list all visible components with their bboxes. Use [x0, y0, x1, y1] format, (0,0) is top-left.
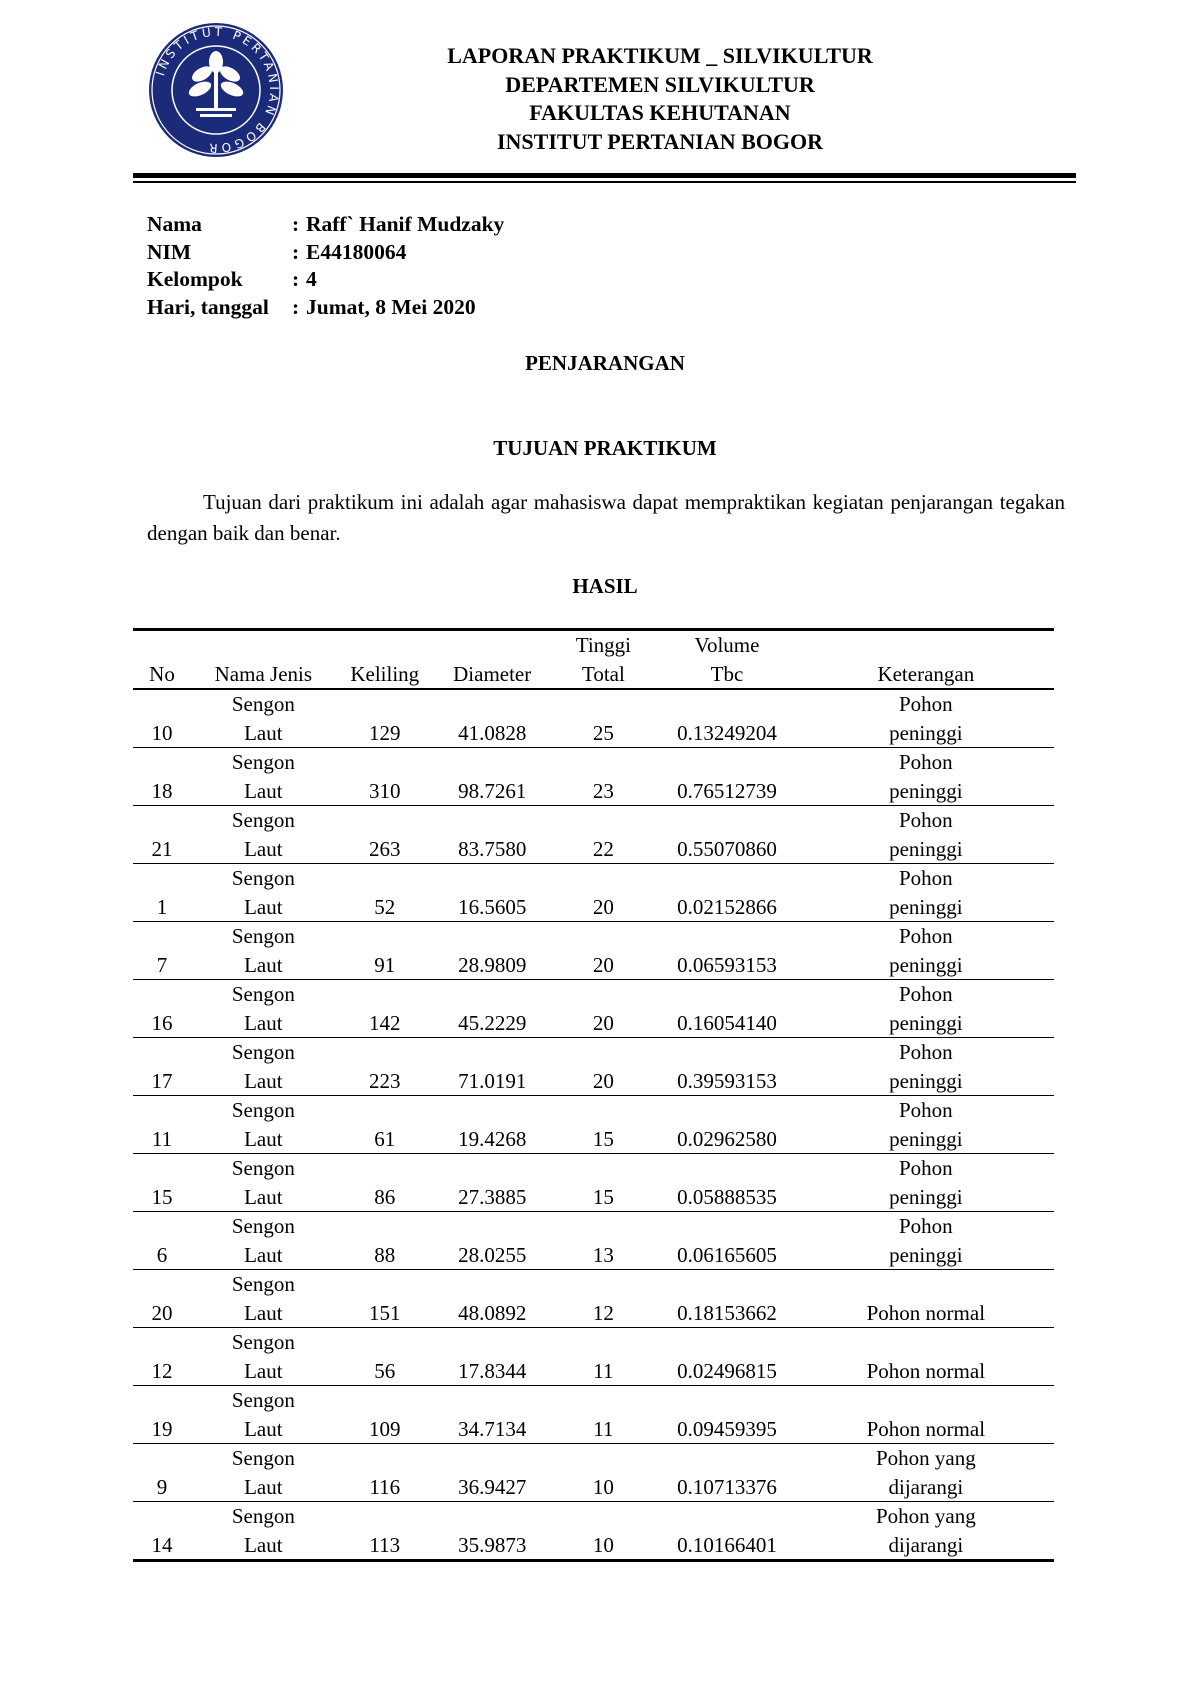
hasil-table [133, 628, 1054, 1562]
cell-tinggi-total: 25 [592, 720, 614, 745]
cell-keliling: 52 [374, 894, 396, 919]
cell-diameter: 48.0892 [458, 1300, 527, 1325]
cell-diameter: 28.9809 [458, 952, 527, 977]
cell-diameter: 34.7134 [458, 1416, 527, 1441]
cell-volume-tbc: 0.02496815 [677, 1358, 777, 1383]
cell-tinggi-total: 10 [592, 1474, 614, 1499]
cell-diameter: 71.0191 [458, 1068, 527, 1093]
col-header-nama-jenis: Nama Jenis [214, 661, 313, 686]
table-row [133, 864, 1054, 922]
cell-keliling: 116 [369, 1474, 401, 1499]
col-header-keliling: Keliling [350, 661, 420, 686]
cell-no: 1 [156, 894, 168, 919]
table-row [133, 748, 1054, 806]
table-row [133, 689, 1054, 748]
cell-tinggi-total: 15 [592, 1184, 614, 1209]
cell-nama-jenis: Sengon Laut [231, 1446, 295, 1499]
cell-tinggi-total: 20 [592, 1010, 614, 1035]
identity-separator: : [292, 267, 300, 291]
cell-keliling: 109 [369, 1416, 401, 1441]
cell-keterangan: Pohon peninggi [889, 750, 963, 803]
cell-tinggi-total: 11 [593, 1358, 614, 1383]
cell-no: 17 [151, 1068, 173, 1093]
letterhead-line-4: INSTITUT PERTANIAN BOGOR [496, 128, 824, 154]
cell-tinggi-total: 12 [592, 1300, 614, 1325]
cell-volume-tbc: 0.06593153 [677, 952, 777, 977]
cell-nama-jenis: Sengon Laut [231, 866, 295, 919]
identity-row-nama [147, 211, 504, 239]
cell-nama-jenis: Sengon Laut [231, 808, 295, 861]
identity-label: NIM [147, 239, 192, 264]
cell-nama-jenis: Sengon Laut [231, 750, 295, 803]
table-row [133, 1502, 1054, 1561]
table-row [133, 1096, 1054, 1154]
cell-nama-jenis: Sengon Laut [231, 924, 295, 977]
cell-diameter: 83.7580 [458, 836, 527, 861]
cell-no: 15 [151, 1184, 173, 1209]
cell-diameter: 41.0828 [458, 720, 527, 745]
cell-no: 10 [151, 720, 173, 745]
letterhead [380, 42, 940, 156]
cell-keliling: 151 [369, 1300, 401, 1325]
cell-tinggi-total: 20 [592, 952, 614, 977]
cell-keliling: 61 [374, 1126, 396, 1151]
cell-volume-tbc: 0.05888535 [677, 1184, 777, 1209]
cell-keterangan: Pohon peninggi [889, 982, 963, 1035]
cell-keliling: 86 [374, 1184, 396, 1209]
logo-ring-text: INSTITUT PERTANIAN BOGOR [153, 24, 282, 156]
table-row [133, 1444, 1054, 1502]
table-row [133, 922, 1054, 980]
cell-no: 16 [151, 1010, 173, 1035]
identity-value: Raff` Hanif Mudzaky [306, 212, 505, 236]
cell-diameter: 98.7261 [458, 778, 527, 803]
ipb-logo-icon [148, 22, 284, 158]
cell-keliling: 91 [374, 952, 396, 977]
header-rule-thick [133, 173, 1076, 178]
identity-separator: : [292, 212, 300, 236]
cell-diameter: 19.4268 [458, 1126, 527, 1151]
cell-nama-jenis: Sengon Laut [231, 1330, 295, 1383]
tujuan-paragraph: Tujuan dari praktikum ini adalah agar mahasiswa dapat mempraktikan kegiatan penjarangan tegakan dengan baik dan benar. [147, 490, 1065, 545]
cell-diameter: 36.9427 [458, 1474, 527, 1499]
letterhead-line-2: DEPARTEMEN SILVIKULTUR [505, 71, 815, 97]
hasil-heading: HASIL [572, 574, 638, 598]
cell-no: 6 [156, 1242, 168, 1267]
cell-volume-tbc: 0.55070860 [677, 836, 777, 861]
cell-no: 11 [151, 1126, 173, 1151]
identity-row-kelompok [147, 266, 504, 294]
cell-volume-tbc: 0.02152866 [677, 894, 777, 919]
cell-keliling: 129 [369, 720, 401, 745]
letterhead-line-1: LAPORAN PRAKTIKUM _ SILVIKULTUR [447, 43, 873, 68]
cell-volume-tbc: 0.10166401 [677, 1532, 777, 1557]
cell-tinggi-total: 20 [592, 894, 614, 919]
identity-value: 4 [306, 267, 317, 291]
table-row [133, 1328, 1054, 1386]
cell-keterangan: Pohon peninggi [889, 866, 963, 919]
cell-tinggi-total: 13 [592, 1242, 614, 1267]
cell-keliling: 56 [374, 1358, 396, 1383]
cell-no: 19 [151, 1416, 173, 1441]
identity-block [147, 211, 504, 321]
identity-label: Nama [147, 212, 202, 236]
col-header-no: No [149, 661, 175, 686]
identity-label: Hari, tanggal [147, 294, 269, 319]
table-row [133, 1270, 1054, 1328]
cell-volume-tbc: 0.39593153 [677, 1068, 777, 1093]
cell-nama-jenis: Sengon Laut [231, 1214, 295, 1267]
cell-tinggi-total: 23 [592, 778, 614, 803]
table-row [133, 1154, 1054, 1212]
col-header-volume-tbc: Volume Tbc [694, 633, 760, 686]
cell-keliling: 142 [369, 1010, 401, 1035]
identity-separator: : [292, 239, 300, 264]
cell-tinggi-total: 22 [592, 836, 614, 861]
cell-keterangan: Pohon normal [866, 1300, 986, 1325]
cell-tinggi-total: 15 [592, 1126, 614, 1151]
cell-no: 9 [156, 1474, 168, 1499]
cell-nama-jenis: Sengon Laut [231, 1272, 295, 1325]
table-row [133, 1212, 1054, 1270]
cell-nama-jenis: Sengon Laut [231, 1504, 295, 1557]
cell-keterangan: Pohon peninggi [889, 1156, 963, 1209]
cell-volume-tbc: 0.06165605 [677, 1242, 777, 1267]
identity-row-nim [147, 239, 504, 267]
cell-keliling: 88 [374, 1242, 396, 1267]
col-header-keterangan: Keterangan [877, 661, 975, 686]
cell-keliling: 310 [369, 778, 401, 803]
cell-volume-tbc: 0.18153662 [677, 1300, 777, 1325]
cell-keterangan: Pohon normal [866, 1358, 986, 1383]
cell-volume-tbc: 0.16054140 [677, 1010, 777, 1035]
identity-row-tanggal [147, 294, 504, 322]
cell-keterangan: Pohon peninggi [889, 1098, 963, 1151]
cell-volume-tbc: 0.09459395 [677, 1416, 777, 1441]
table-row [133, 806, 1054, 864]
cell-volume-tbc: 0.02962580 [677, 1126, 777, 1151]
cell-tinggi-total: 20 [592, 1068, 614, 1093]
tujuan-heading: TUJUAN PRAKTIKUM [493, 436, 717, 460]
letterhead-line-3: FAKULTAS KEHUTANAN [529, 100, 791, 125]
cell-keterangan: Pohon yang dijarangi [875, 1504, 976, 1557]
cell-no: 21 [151, 836, 173, 861]
identity-value: E44180064 [306, 239, 407, 264]
cell-nama-jenis: Sengon Laut [231, 692, 295, 745]
cell-no: 18 [151, 778, 173, 803]
cell-diameter: 28.0255 [458, 1242, 527, 1267]
cell-keterangan: Pohon peninggi [889, 924, 963, 977]
cell-diameter: 45.2229 [458, 1010, 527, 1035]
cell-nama-jenis: Sengon Laut [231, 1040, 295, 1093]
cell-no: 12 [151, 1358, 173, 1383]
table-header-row [133, 630, 1054, 690]
table-row [133, 1038, 1054, 1096]
cell-tinggi-total: 11 [593, 1416, 614, 1441]
identity-separator: : [292, 294, 300, 319]
cell-keterangan: Pohon yang dijarangi [875, 1446, 976, 1499]
col-header-tinggi-total: Tinggi Total [575, 633, 632, 686]
cell-keterangan: Pohon peninggi [889, 1214, 963, 1267]
document-title: PENJARANGAN [525, 351, 685, 375]
cell-no: 14 [151, 1532, 173, 1557]
cell-nama-jenis: Sengon Laut [231, 1156, 295, 1209]
cell-keliling: 263 [369, 836, 401, 861]
cell-nama-jenis: Sengon Laut [231, 1388, 295, 1441]
cell-nama-jenis: Sengon Laut [231, 982, 295, 1035]
cell-keterangan: Pohon peninggi [889, 692, 963, 745]
cell-volume-tbc: 0.76512739 [677, 778, 777, 803]
table-row [133, 1386, 1054, 1444]
cell-no: 20 [151, 1300, 173, 1325]
table-body [133, 689, 1054, 1561]
cell-keliling: 223 [369, 1068, 401, 1093]
hasil-table-wrapper [133, 628, 1054, 1562]
cell-diameter: 16.5605 [458, 894, 527, 919]
identity-label: Kelompok [147, 267, 243, 291]
table-row [133, 980, 1054, 1038]
col-header-diameter: Diameter [453, 661, 532, 686]
cell-volume-tbc: 0.13249204 [677, 720, 777, 745]
cell-tinggi-total: 10 [592, 1532, 614, 1557]
cell-diameter: 35.9873 [458, 1532, 527, 1557]
cell-volume-tbc: 0.10713376 [677, 1474, 777, 1499]
identity-value: Jumat, 8 Mei 2020 [306, 294, 476, 319]
cell-keliling: 113 [369, 1532, 401, 1557]
cell-nama-jenis: Sengon Laut [231, 1098, 295, 1151]
cell-diameter: 17.8344 [458, 1358, 527, 1383]
cell-no: 7 [156, 952, 168, 977]
cell-keterangan: Pohon normal [866, 1416, 986, 1441]
header-rule-thin [133, 181, 1076, 183]
cell-keterangan: Pohon peninggi [889, 808, 963, 861]
cell-keterangan: Pohon peninggi [889, 1040, 963, 1093]
cell-diameter: 27.3885 [458, 1184, 527, 1209]
